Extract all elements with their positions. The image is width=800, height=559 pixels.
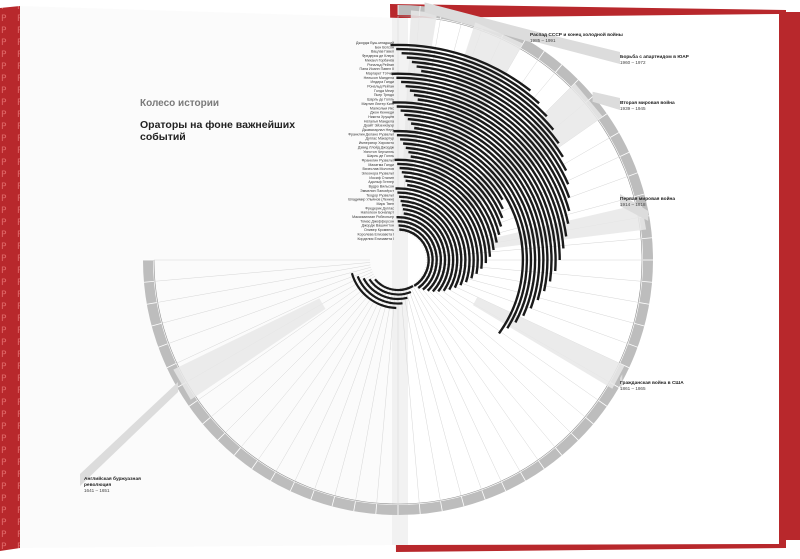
chart-title: Ораторы на фоне важнейших событий	[140, 119, 296, 143]
speaker-name: Рональд Рейган	[367, 84, 394, 89]
speaker-name: Франклин Делано Рузвельт	[348, 132, 394, 137]
cover-left-edge	[0, 6, 20, 551]
speaker-name: Наполеон Бонапарт	[360, 210, 394, 215]
speaker-name: Уинстон Черчилль	[363, 149, 394, 154]
event-name: Первая мировая война	[620, 197, 676, 202]
event-name: Распад СССР и конец холодной войны	[530, 33, 623, 38]
speaker-name: Фредерик де Клерк	[361, 54, 394, 59]
event-name: Вторая мировая война	[620, 101, 675, 106]
speaker-name: Джордж Вашингтон	[361, 223, 394, 228]
speaker-name: Корделия Елизавета I	[357, 236, 394, 241]
speaker-name: Никита Хрущёв	[368, 114, 394, 119]
speaker-name: Дуглас Макартур	[365, 136, 394, 141]
speaker-name: Малкольм Икс	[369, 106, 394, 111]
speaker-name: Папа Иоанн Павел II	[359, 67, 394, 72]
event-name: революция	[84, 483, 112, 488]
speaker-name: Иосиф Сталин	[369, 175, 394, 180]
speaker-name: Джавахарлал Неру	[362, 128, 394, 132]
speaker-name: Эммелин Панкхёрст	[360, 188, 394, 193]
speaker-name: Максимилиан Робеспьер	[352, 215, 394, 219]
event-name: Гражданская война в США	[620, 381, 684, 386]
speaker-name: Владимир Ульянов (Ленин)	[348, 197, 394, 202]
event-years: 1914 – 1918	[620, 202, 646, 207]
speaker-name: Элеонора Рузвельт	[361, 171, 394, 176]
speaker-name: Адольф Гитлер	[368, 180, 394, 185]
speaker-name: Рональд Рейган	[367, 62, 394, 67]
event-years: 1939 – 1945	[620, 106, 646, 111]
speaker-name: Шарль де Голль	[367, 154, 394, 159]
speaker-name: Наталья Мандела	[363, 119, 394, 124]
speaker-name: Шарль де Голль	[367, 97, 394, 102]
cover-right-edge	[786, 12, 800, 540]
speaker-name: Марк Твен	[376, 201, 394, 206]
speaker-name: Пьер Трюдо	[373, 93, 394, 98]
event-years: 1985 – 1991	[530, 38, 556, 43]
event-name: Английская буржуазная	[84, 477, 141, 482]
chart-heading	[140, 98, 320, 143]
speaker-name: Голда Меир	[374, 88, 394, 93]
speaker-name: Королева Елизавета I	[357, 232, 394, 237]
speaker-name: Джон Кеннеди	[370, 110, 394, 115]
speaker-name: Маргарет Тэтчер	[365, 71, 394, 76]
speaker-name: Нельсон Мандела	[363, 75, 394, 80]
left-page	[20, 6, 400, 548]
event-years: 1861 – 1865	[620, 386, 646, 391]
speaker-name: Томас Джефферсон	[360, 219, 394, 224]
speaker-name: Теодор Рузвельт	[366, 193, 394, 198]
section-title: Колесо истории	[140, 98, 220, 109]
gutter-shadow	[392, 18, 408, 545]
speaker-name: Махатма Ганди	[368, 162, 394, 167]
speaker-name: Фредерик Дуглас	[365, 206, 394, 211]
speaker-name: Дуайт Эйзенхауэр	[363, 123, 394, 128]
event-years: 1641 – 1651	[84, 488, 110, 493]
speaker-name: Оливер Кромвель	[363, 228, 394, 233]
speaker-name: Император Хирохито	[358, 141, 394, 146]
speaker-name: Джордж Буш-младший	[356, 41, 394, 45]
speaker-name: Дэвид Ллойд Джордж	[357, 145, 394, 150]
speaker-name: Индира Ганди	[370, 80, 394, 85]
speaker-name: Франклин Рузвельт	[361, 158, 394, 163]
speaker-name: Вацлав Гавел	[370, 49, 394, 54]
event-name: Борьба с апартеидом в ЮАР	[620, 55, 689, 60]
speaker-name: Мартин Лютер Кинг	[361, 101, 394, 106]
event-years: 1960 – 1972	[620, 60, 646, 65]
speaker-name: Вячеслав Молотов	[362, 167, 394, 172]
speaker-name: Бен Вотсон	[374, 45, 394, 50]
speaker-name: Вудро Вильсон	[368, 184, 394, 189]
speaker-name: Михаил Горбачёв	[364, 58, 394, 63]
